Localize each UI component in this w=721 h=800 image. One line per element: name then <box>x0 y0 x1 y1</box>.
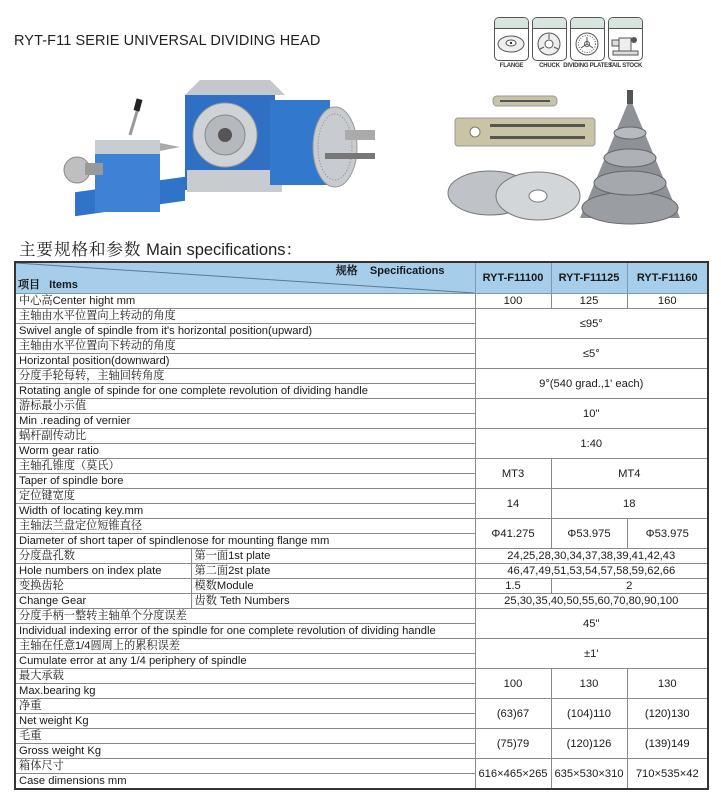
row-label-en: Taper of spindle bore <box>15 474 475 489</box>
table-row <box>15 594 708 609</box>
row-value: 1:40 <box>475 429 708 459</box>
row-label-en: Individual indexing error of the spindle for one complete revolution of dividing handle <box>15 624 475 639</box>
accessories-photo <box>420 88 710 228</box>
row-label-en: Cumulate error at any 1/4 periphery of spindle <box>15 654 475 669</box>
row-value: 24,25,28,30,34,37,38,39,41,42,43 <box>475 549 708 564</box>
table-row <box>15 294 708 309</box>
row-label-cn: 主轴在任意1/4圆周上的累积误差 <box>15 639 475 654</box>
table-row <box>15 309 708 324</box>
row-label-cn: 分度盘孔数 <box>15 549 191 564</box>
table-row <box>15 609 708 624</box>
row-value: 14 <box>475 489 551 519</box>
dividing-plates-icon <box>571 29 604 59</box>
row-label-en: Min .reading of vernier <box>15 414 475 429</box>
row-value: ±1' <box>475 639 708 669</box>
header-model-3: RYT-F11160 <box>627 262 708 294</box>
row-value: 130 <box>551 669 627 699</box>
row-label-en: Case dimensions mm <box>15 774 475 790</box>
accessory-tail-stock <box>608 17 643 69</box>
table-row <box>15 429 708 444</box>
row-label-en: Worm gear ratio <box>15 444 475 459</box>
accessory-flange <box>494 17 529 69</box>
row-value: 25,30,35,40,50,55,60,70,80,90,100 <box>475 594 708 609</box>
row-value: Φ53.975 <box>627 519 708 549</box>
table-row <box>15 549 708 564</box>
page-title: RYT-F11 SERIE UNIVERSAL DIVIDING HEAD <box>14 33 321 49</box>
row-value: (120)130 <box>627 699 708 729</box>
table-row <box>15 489 708 504</box>
chuck-icon <box>533 29 566 59</box>
section-title-cn: 主要规格和参数 <box>19 241 142 259</box>
row-label-cn: 游标最小示值 <box>15 399 475 414</box>
table-header-row <box>15 262 708 294</box>
section-title <box>19 236 302 260</box>
row-label-cn: 主轴孔锥度（莫氏） <box>15 459 475 474</box>
tailstock-illustration <box>64 98 185 216</box>
table-row <box>15 564 708 579</box>
table-row <box>15 339 708 354</box>
header-model-2: RYT-F11125 <box>551 262 627 294</box>
row-value: ≤5° <box>475 339 708 369</box>
dividing-head-illustration <box>185 80 375 192</box>
row-value: ≤95° <box>475 309 708 339</box>
row-label-en: Gross weight Kg <box>15 744 475 759</box>
row-value: (120)126 <box>551 729 627 759</box>
row-label-cn: 毛重 <box>15 729 475 744</box>
row-value: 9°(540 grad.,1' each) <box>475 369 708 399</box>
accessory-label: FLANGE <box>499 63 524 69</box>
row-value: 1.5 <box>475 579 551 594</box>
row-label-en: Rotating angle of spinde for one complete revolution of dividing handle <box>15 384 475 399</box>
row-label-en: Max.bearing kg <box>15 684 475 699</box>
row-label-cn: 分度手轮每转，主轴回转角度 <box>15 369 475 384</box>
row-label-cn: 箱体尺寸 <box>15 759 475 774</box>
row-label-en: Net weight Kg <box>15 714 475 729</box>
header-model-1: RYT-F11100 <box>475 262 551 294</box>
header-items-spec-cell <box>15 262 475 294</box>
tail-stock-icon <box>609 29 642 59</box>
row-label-en: Horizontal position(downward) <box>15 354 475 369</box>
table-row <box>15 459 708 474</box>
row-value: 10" <box>475 399 708 429</box>
row-value: MT3 <box>475 459 551 489</box>
row-label-en: Hole numbers on index plate <box>15 564 191 579</box>
row-value: 616×465×265 <box>475 759 551 790</box>
row-label-cn: 净重 <box>15 699 475 714</box>
row-value: 130 <box>627 669 708 699</box>
table-row <box>15 759 708 774</box>
row-label-cn: 主轴由水平位置向下转动的角度 <box>15 339 475 354</box>
row-value: (63)67 <box>475 699 551 729</box>
row-value: 710×535×42 <box>627 759 708 790</box>
row-label-en: Diameter of short taper of spindlenose for mounting flange mm <box>15 534 475 549</box>
row-value: (75)79 <box>475 729 551 759</box>
row-value: (139)149 <box>627 729 708 759</box>
accessory-icons <box>494 17 643 69</box>
row-value: 635×530×310 <box>551 759 627 790</box>
row-label-cn: 蜗杆副传动比 <box>15 429 475 444</box>
row-label-en: Width of locating key.mm <box>15 504 475 519</box>
flange-icon <box>495 29 528 59</box>
row-value: 18 <box>551 489 708 519</box>
row-value: (104)110 <box>551 699 627 729</box>
row-sublabel: 齿数 Teth Numbers <box>191 594 475 609</box>
row-value: 125 <box>551 294 627 309</box>
header-specifications: 规格 Specifications <box>335 265 445 277</box>
row-label-en: Change Gear <box>15 594 191 609</box>
table-row <box>15 519 708 534</box>
table-row <box>15 699 708 714</box>
dividing-head-photo <box>55 75 375 235</box>
row-value: Φ53.975 <box>551 519 627 549</box>
row-value: 45" <box>475 609 708 639</box>
accessory-label: TAIL STOCK <box>608 63 643 69</box>
row-value: Φ41.275 <box>475 519 551 549</box>
row-label-cn: 主轴法兰盘定位短锥直径 <box>15 519 475 534</box>
row-label-cn: 最大承载 <box>15 669 475 684</box>
row-sublabel: 模数Module <box>191 579 475 594</box>
accessory-label: CHUCK <box>539 63 560 69</box>
row-value: 100 <box>475 294 551 309</box>
row-label-cn: 主轴由水平位置向上转动的角度 <box>15 309 475 324</box>
row-sublabel: 第二面2st plate <box>191 564 475 579</box>
row-value: MT4 <box>551 459 708 489</box>
table-row <box>15 579 708 594</box>
accessory-dividing-plates <box>563 17 612 69</box>
spec-table <box>14 261 709 790</box>
accessory-label: DIVIDING PLATES <box>563 63 612 69</box>
table-row <box>15 399 708 414</box>
table-row <box>15 369 708 384</box>
row-label-en: Swivel angle of spindle from it's horizontal position(upward) <box>15 324 475 339</box>
row-label-cn: 分度手柄一整转主轴单个分度误差 <box>15 609 475 624</box>
row-value: 46,47,49,51,53,54,57,58,59,62,66 <box>475 564 708 579</box>
row-label-cn: 定位键宽度 <box>15 489 475 504</box>
table-row <box>15 729 708 744</box>
row-label-cn: 变换齿轮 <box>15 579 191 594</box>
row-value: 100 <box>475 669 551 699</box>
row-sublabel: 第一面1st plate <box>191 549 475 564</box>
header-items: 项目 Items <box>18 279 78 291</box>
table-row <box>15 669 708 684</box>
row-value: 160 <box>627 294 708 309</box>
row-value: 2 <box>551 579 708 594</box>
row-label: 中心高Center hight mm <box>15 294 475 309</box>
section-title-en: Main specifications： <box>146 241 302 259</box>
accessory-chuck <box>532 17 567 69</box>
table-row <box>15 639 708 654</box>
